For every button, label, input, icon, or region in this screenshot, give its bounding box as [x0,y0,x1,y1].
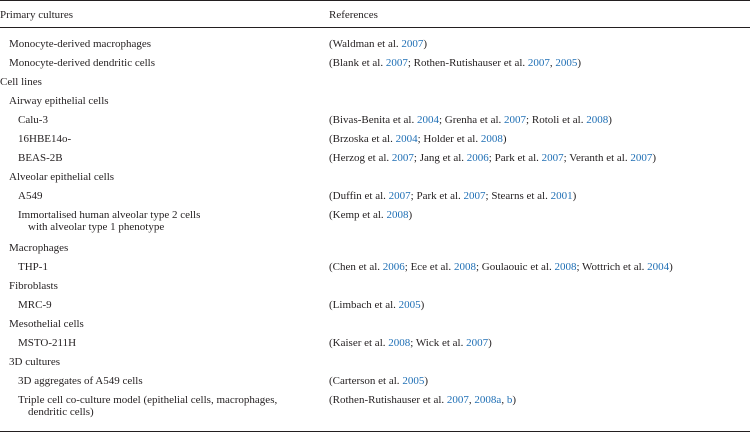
row-label-text: BEAS-2B [18,152,63,164]
citation-text: (Chen et al. [329,261,383,273]
citation-year-link[interactable]: 2005 [402,375,425,387]
citation-year-link[interactable]: 2007 [527,57,550,69]
citation-text: ; Veranth et al. [563,152,631,164]
citation-text: ; Jang et al. [413,152,467,164]
citation-year-link[interactable]: 2008 [386,209,409,221]
citation-year-link[interactable]: 2007 [541,152,564,164]
citation-text: , [468,394,475,406]
table-top-rule [0,0,750,1]
citation-year-link[interactable]: 2007 [463,190,486,202]
row-label-text: 16HBE14o- [18,133,72,145]
row-references [329,38,750,50]
citation-year-link[interactable]: 2004 [416,114,439,126]
table-bottom-rule [0,431,750,432]
row-label [0,152,338,164]
row-label-text: Airway epithelial cells [9,95,109,107]
row-references [329,152,750,164]
row-label [0,337,338,349]
citation-text: ) [512,394,516,406]
citation-text: (Limbach et al. [329,299,399,311]
row-label [0,299,338,311]
row-label-text: Cell lines [0,76,42,88]
citation-year-link[interactable]: 2008 [388,337,411,349]
row-label [0,133,338,145]
citation-text: ; Wottrich et al. [576,261,648,273]
row-label [0,209,338,233]
row-references [329,261,750,273]
citation-text: ) [652,152,657,164]
row-label-text: Fibroblasts [9,280,58,292]
row-label [0,76,320,88]
row-label-text: 3D cultures [9,356,61,368]
citation-text: ; Ece et al. [404,261,454,273]
citation-year-link[interactable]: 2007 [630,152,653,164]
citation-year-link[interactable]: 2006 [382,261,405,273]
row-label-text: A549 [18,190,43,202]
citation-text: ) [669,261,673,273]
citation-text: ; Holder et al. [417,133,481,145]
row-label [0,261,338,273]
citation-year-link[interactable]: 2008a [474,394,502,406]
row-label [0,375,338,387]
row-label-text: MSTO-211H [18,337,77,349]
row-label [0,280,329,292]
row-label-continuation: dendritic cells) [28,406,94,418]
citation-text: ; Rothen-Rutishauser et al. [407,57,528,69]
citation-text: (Blank et al. [329,57,386,69]
row-references [329,337,750,349]
citation-text: ) [488,337,492,349]
citation-text: , [549,57,556,69]
citation-text: ) [572,190,577,202]
row-references [329,57,750,69]
table-header-rule [0,27,750,28]
row-references [329,394,750,406]
citation-text: ; Park et al. [488,152,542,164]
row-references [329,299,750,311]
citation-year-link[interactable]: 2007 [388,190,411,202]
row-references [329,375,750,387]
citation-text: ; Park et al. [410,190,464,202]
citation-year-link[interactable]: 2008 [453,261,476,273]
citation-year-link[interactable]: 2004 [395,133,418,145]
citation-text: ; Stearns et al. [485,190,551,202]
row-label-text: Monocyte-derived dendritic cells [9,57,156,69]
citation-text: ; Grenha et al. [438,114,505,126]
citation-year-link[interactable]: 2007 [446,394,469,406]
citation-text: ) [420,299,425,311]
row-references [329,190,750,202]
row-label [0,318,329,330]
citation-text: ) [577,57,582,69]
citation-year-link[interactable]: 2008 [480,133,503,145]
citation-text: (Brzoska et al. [329,133,396,145]
citation-text: (Bivas-Benita et al. [329,114,417,126]
citation-text: (Kaiser et al. [329,337,389,349]
row-label-text: 3D aggregates of A549 cells [18,375,143,387]
citation-year-link[interactable]: 2007 [504,114,527,126]
citation-text: (Carterson et al. [329,375,403,387]
citation-text: ) [424,375,428,387]
citation-text: (Waldman et al. [329,38,402,50]
citation-text: ) [423,38,428,50]
row-label [0,190,338,202]
citation-text: , [501,394,507,406]
citation-year-link[interactable]: 2004 [647,261,670,273]
row-label-text: Calu-3 [18,114,48,126]
row-label-text: MRC-9 [18,299,52,311]
citation-text: (Duffin et al. [329,190,389,202]
citation-text: ) [502,133,507,145]
row-label [0,38,329,50]
citation-year-link[interactable]: 2007 [466,337,489,349]
row-label-text: THP-1 [18,261,48,273]
row-label-text: Mesothelial cells [9,318,84,330]
row-label-text: Immortalised human alveolar type 2 cells [18,209,201,221]
row-label [0,394,338,418]
citation-year-link[interactable]: 2007 [385,57,408,69]
row-label [0,356,329,368]
row-label-text: Alveolar epithelial cells [9,171,115,183]
row-references [329,209,750,221]
citation-text: (Herzog et al. [329,152,392,164]
citation-year-link[interactable]: 2005 [555,57,578,69]
citation-year-link[interactable]: 2008 [586,114,609,126]
citation-year-link[interactable]: 2006 [466,152,489,164]
row-references [329,114,750,126]
citation-text: (Rothen-Rutishauser et al. [329,394,447,406]
citation-text: ; Wick et al. [410,337,467,349]
row-label [0,57,329,69]
citation-text: ) [608,114,612,126]
row-references [329,133,750,145]
row-label [0,171,329,183]
row-label-text: Monocyte-derived macrophages [9,38,152,50]
citation-year-link[interactable]: 2005 [398,299,421,311]
header-primary-cultures: Primary cultures [0,9,74,21]
row-label [0,242,329,254]
row-label [0,114,338,126]
citation-text: (Kemp et al. [329,209,387,221]
header-references: References [329,9,378,21]
citation-year-link[interactable]: 2001 [550,190,573,202]
citation-year-link[interactable]: 2008 [554,261,577,273]
row-label [0,95,329,107]
citation-text: ; Goulaouic et al. [475,261,555,273]
citation-text: ; Rotoli et al. [526,114,587,126]
row-label-text: Macrophages [9,242,69,254]
citation-year-link[interactable]: 2007 [401,38,424,50]
citation-text: ) [408,209,413,221]
row-label-continuation: with alveolar type 1 phenotype [28,221,165,233]
row-label-text: Triple cell co-culture model (epithelial cells, macrophages, [18,394,278,406]
citation-year-link[interactable]: 2007 [391,152,414,164]
citation-year-link[interactable]: b [506,394,513,406]
